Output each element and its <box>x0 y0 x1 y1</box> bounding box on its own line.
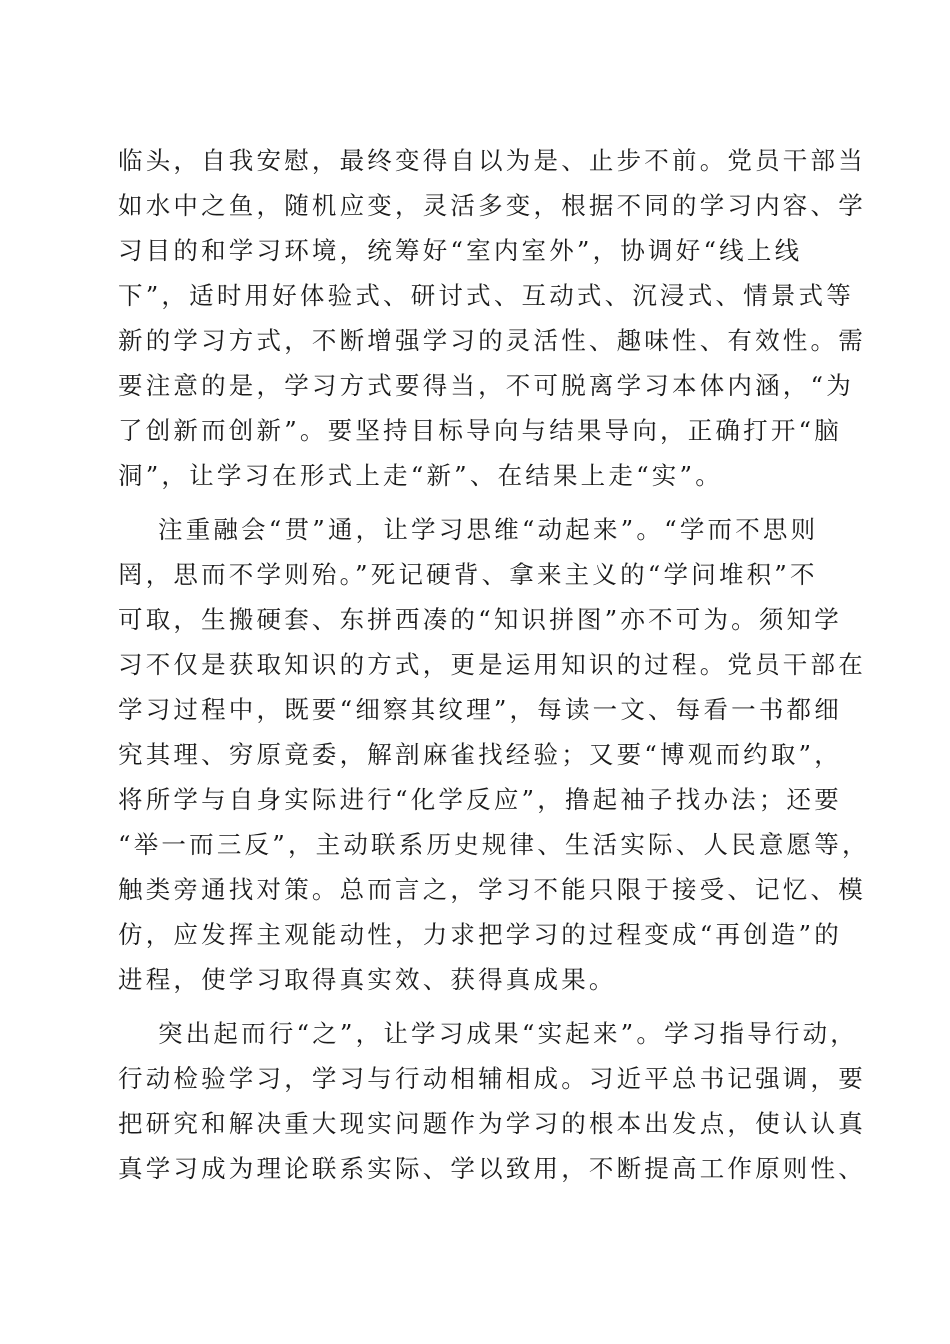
paragraph-line: 学习过程中，既要“细察其纹理”，每读一文、每看一书都细 <box>118 695 842 724</box>
paragraph-gap <box>118 498 832 507</box>
paragraph-line: 究其理、穷原竟委，解剖麻雀找经验；又要“博观而约取”， <box>118 740 842 769</box>
paragraph-line: 将所学与自身实际进行“化学反应”，撸起袖子找办法；还要 <box>118 785 842 814</box>
paragraph-line: 可取，生搬硬套、东拼西凑的“知识拼图”亦不可为。须知学 <box>118 605 842 634</box>
paragraph-line: 了创新而创新”。要坚持目标导向与结果导向，正确打开“脑 <box>118 416 842 445</box>
paragraph-line: 如水中之鱼，随机应变，灵活多变，根据不同的学习内容、学 <box>118 191 866 220</box>
paragraph-line: 把研究和解决重大现实问题作为学习的根本出发点，使认认真 <box>118 1109 866 1138</box>
paragraph-line: 行动检验学习，学习与行动相辅相成。习近平总书记强调，要 <box>118 1064 866 1093</box>
paragraph-3 <box>118 1011 866 1191</box>
paragraph-2 <box>118 507 870 1002</box>
paragraph-line: “举一而三反”，主动联系历史规律、生活实际、人民意愿等， <box>118 830 870 859</box>
paragraph-line: 习目的和学习环境，统筹好“室内室外”，协调好“线上线 <box>118 236 803 265</box>
paragraph-line: 要注意的是，学习方式要得当，不可脱离学习本体内涵，“为 <box>118 371 854 400</box>
paragraph-line-first: 注重融会“贯”通，让学习思维“动起来”。“学而不思则 <box>158 515 819 544</box>
paragraph-line: 新的学习方式，不断增强学习的灵活性、趣味性、有效性。需 <box>118 326 866 355</box>
paragraph-line: 仿，应发挥主观能动性，力求把学习的过程变成“再创造”的 <box>118 920 842 949</box>
paragraph-line: 真学习成为理论联系实际、学以致用，不断提高工作原则性、 <box>118 1154 866 1183</box>
paragraph-line-first: 突出起而行“之”，让学习成果“实起来”。学习指导行动， <box>158 1019 858 1048</box>
paragraph-line: 洞”，让学习在形式上走“新”、在结果上走“实”。 <box>118 461 723 490</box>
paragraph-gap <box>118 1002 832 1011</box>
paragraph-line: 进程，使学习取得真实效、获得真成果。 <box>118 965 617 994</box>
paragraph-line: 罔，思而不学则殆。”死记硬背、拿来主义的“学问堆积”不 <box>118 560 818 589</box>
body-text <box>118 138 870 1191</box>
paragraph-1 <box>118 138 866 498</box>
paragraph-line: 触类旁通找对策。总而言之，学习不能只限于接受、记忆、模 <box>118 875 866 904</box>
paragraph-line: 下”，适时用好体验式、研讨式、互动式、沉浸式、情景式等 <box>118 281 854 310</box>
paragraph-line: 习不仅是获取知识的方式，更是运用知识的过程。党员干部在 <box>118 650 866 679</box>
paragraph-line: 临头，自我安慰，最终变得自以为是、止步不前。党员干部当 <box>118 146 866 175</box>
